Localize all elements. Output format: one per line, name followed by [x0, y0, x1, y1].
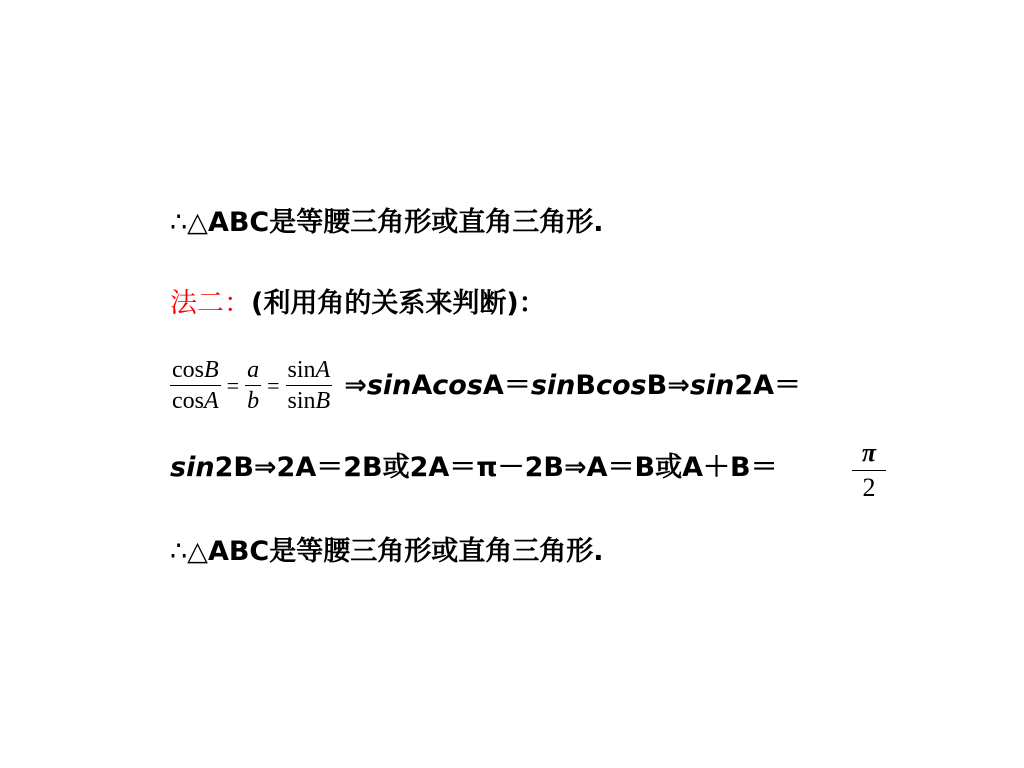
angle-relation-text: 2B⇒2A＝2B或2A＝π－2B⇒A＝B或A＋B＝ — [214, 452, 778, 483]
fraction-numerator: cos — [172, 357, 204, 383]
sin-fn: sin — [689, 369, 735, 401]
fraction-denominator: 2 — [862, 473, 876, 502]
equation-derivation — [332, 368, 801, 404]
fraction-denominator-var: A — [204, 388, 219, 414]
implies-arrow: ⇒ — [344, 369, 367, 401]
fraction-denominator: cos — [172, 388, 204, 414]
fraction-a-b — [245, 357, 261, 414]
triangle-name: ABC — [207, 536, 270, 567]
conclusion-text: 是等腰三角形或直角三角形. — [269, 207, 604, 238]
sin-fn: sin — [170, 452, 215, 483]
method-two-description: (利用角的关系来判断)： — [251, 288, 546, 319]
fraction-sina-sinb — [286, 357, 333, 414]
equation-line — [170, 357, 801, 417]
fraction-numerator-var: B — [204, 357, 219, 383]
term: 2A＝ — [734, 369, 802, 401]
equals-sign: = — [226, 372, 240, 398]
sin-fn: sin — [366, 369, 412, 401]
equals-sign: = — [267, 372, 280, 398]
fraction-cosb-cosa — [170, 357, 221, 414]
fraction-denominator: b — [245, 385, 261, 414]
cos-fn: cos — [432, 369, 483, 401]
fraction-numerator: sin — [287, 357, 316, 383]
conclusion-line-1 — [170, 205, 604, 241]
term: B — [575, 369, 596, 401]
method-two-heading — [170, 286, 546, 322]
equation-continuation — [170, 450, 778, 486]
fraction-numerator-var: A — [315, 357, 331, 383]
conclusion-text: 是等腰三角形或直角三角形. — [269, 536, 604, 567]
conclusion-line-2 — [170, 534, 604, 570]
term: A＝ — [482, 369, 531, 401]
fraction-numerator: π — [852, 438, 886, 471]
term: A — [411, 369, 433, 401]
fraction-denominator: sin — [287, 388, 316, 414]
fraction-pi-over-two — [852, 438, 886, 503]
method-two-label: 法二： — [170, 288, 251, 319]
fraction-denominator-var: B — [315, 388, 331, 414]
therefore-triangle-symbol: ∴△ — [170, 536, 208, 567]
term: B⇒ — [646, 369, 690, 401]
cos-fn: cos — [595, 369, 647, 401]
sin-fn: sin — [530, 369, 576, 401]
fraction-numerator: a — [247, 357, 260, 383]
therefore-triangle-symbol: ∴△ — [170, 207, 208, 238]
ratio-equation — [170, 357, 332, 414]
triangle-name: ABC — [207, 207, 270, 238]
